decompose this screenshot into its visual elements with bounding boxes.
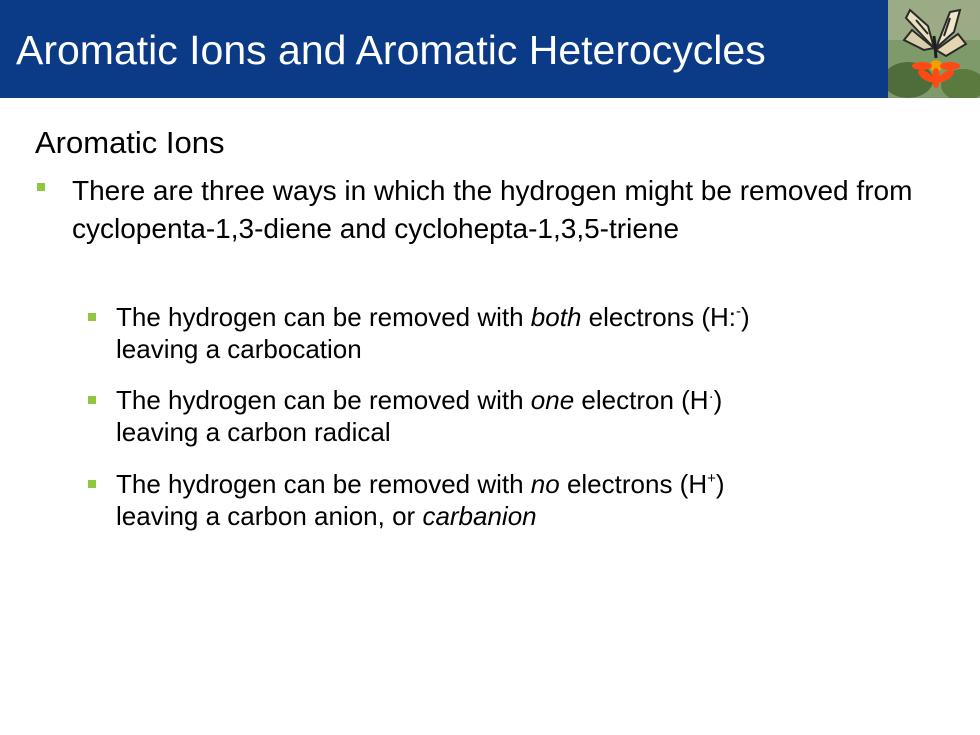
sub-bullet-text: ) [741,302,750,332]
sub-bullet-text: electrons (H [559,469,708,499]
sub-bullet-line2: leaving a carbon radical [116,417,391,447]
sub-bullet-text: The hydrogen can be removed with [116,385,531,415]
section-heading: Aromatic Ions [35,125,225,160]
sub-bullet-text: The hydrogen can be removed with [116,302,531,332]
sub-bullet-line2: leaving a carbon anion, or [116,501,423,531]
sub-bullet-text: electrons (H: [581,302,737,332]
sub-bullet-one [116,384,956,448]
bullet-marker-icon [88,396,96,404]
sub-bullet-both [116,301,956,365]
bullet-level-1: There are three ways in which the hydrogen might be removed from cyclopenta-1,3-diene and cyclohepta-1,3,5-triene [72,175,913,244]
sub-bullet-text: ) [713,385,723,415]
sub-bullet-emphasis: both [530,302,582,332]
sub-bullet-emphasis: carbanion [422,501,537,531]
sub-bullet-emphasis: one [530,385,575,415]
sub-bullet-text: The hydrogen can be removed with [116,469,531,499]
sub-bullet-text: electron (H [574,385,709,415]
slide-title: Aromatic Ions and Aromatic Heterocycles [16,27,766,73]
sub-bullet-line2: leaving a carbocation [116,334,362,364]
sub-bullet-emphasis: no [530,469,560,499]
bullet-marker-icon [37,183,45,191]
superscript: - [736,303,742,320]
bullet-marker-icon [88,313,96,321]
superscript: + [707,470,716,487]
superscript: · [708,388,714,405]
sub-bullet-text: ) [715,469,725,499]
sub-bullet-no [116,468,956,532]
bullet-marker-icon [88,480,96,488]
